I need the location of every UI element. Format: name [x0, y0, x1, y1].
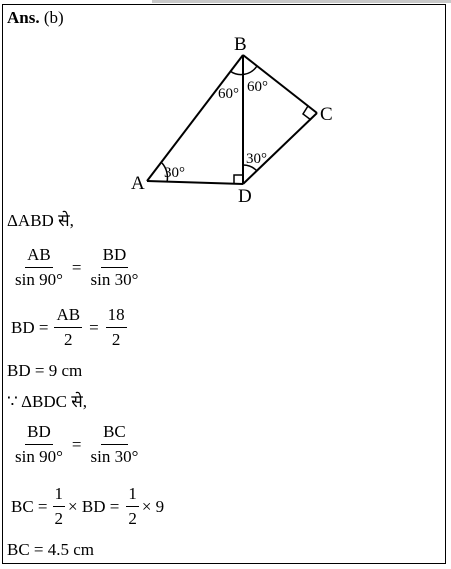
equals-sign: =	[89, 317, 99, 337]
equation-middle: × BD =	[68, 496, 120, 516]
fraction	[88, 245, 140, 290]
point-label-b: B	[234, 34, 247, 55]
triangle-figure	[0, 0, 451, 210]
equation-lhs: BC =	[11, 496, 48, 516]
answer-label: Ans.	[7, 8, 40, 27]
numerator: AB	[25, 245, 53, 268]
angle-label-b-left: 60°	[218, 86, 239, 102]
angle-label-d: 30°	[246, 151, 267, 167]
denominator: 2	[128, 509, 137, 528]
solution-line-triangle-bdc: ∵ ΔBDC से,	[7, 392, 88, 411]
answer-option: (b)	[43, 8, 64, 27]
angle-label-a: 30°	[164, 165, 185, 181]
numerator: 1	[53, 484, 66, 507]
side-cd	[243, 113, 317, 184]
side-ad	[147, 181, 243, 184]
angle-label-b-right: 60°	[247, 79, 268, 95]
denominator: sin 30°	[90, 447, 139, 466]
equation-lhs: BD =	[11, 317, 49, 337]
numerator: AB	[54, 305, 82, 328]
equation-sine-rule-abd	[11, 245, 142, 290]
numerator: BD	[25, 422, 53, 445]
fraction	[106, 305, 127, 350]
denominator: sin 30°	[90, 270, 139, 289]
numerator: 1	[126, 484, 139, 507]
fraction	[13, 422, 65, 467]
solution-line-bd-result: BD = 9 cm	[7, 361, 83, 380]
fraction	[126, 484, 139, 529]
equation-sine-rule-bdc	[11, 422, 142, 467]
numerator: BD	[101, 245, 129, 268]
denominator: sin 90°	[15, 270, 63, 289]
equals-sign: =	[71, 257, 82, 277]
point-label-c: C	[320, 104, 333, 125]
point-label-d: D	[238, 186, 252, 207]
numerator: 18	[106, 305, 127, 328]
fraction	[13, 245, 65, 290]
solution-line-triangle-abd: ΔABD से,	[7, 211, 74, 230]
numerator: BC	[101, 422, 128, 445]
fraction	[53, 484, 66, 529]
fraction	[88, 422, 140, 467]
denominator: 2	[111, 330, 121, 349]
denominator: sin 90°	[15, 447, 63, 466]
fraction	[54, 305, 82, 350]
point-label-a: A	[131, 173, 145, 194]
equals-sign: =	[71, 434, 82, 454]
side-ab	[147, 55, 243, 181]
solution-line-bc-result: BC = 4.5 cm	[7, 540, 95, 559]
equation-bd-value	[11, 305, 129, 350]
denominator: 2	[54, 509, 64, 528]
equation-tail: × 9	[141, 496, 165, 516]
denominator: 2	[64, 330, 73, 349]
equation-bc-value	[11, 484, 165, 529]
right-angle-mark-d	[234, 175, 243, 183]
